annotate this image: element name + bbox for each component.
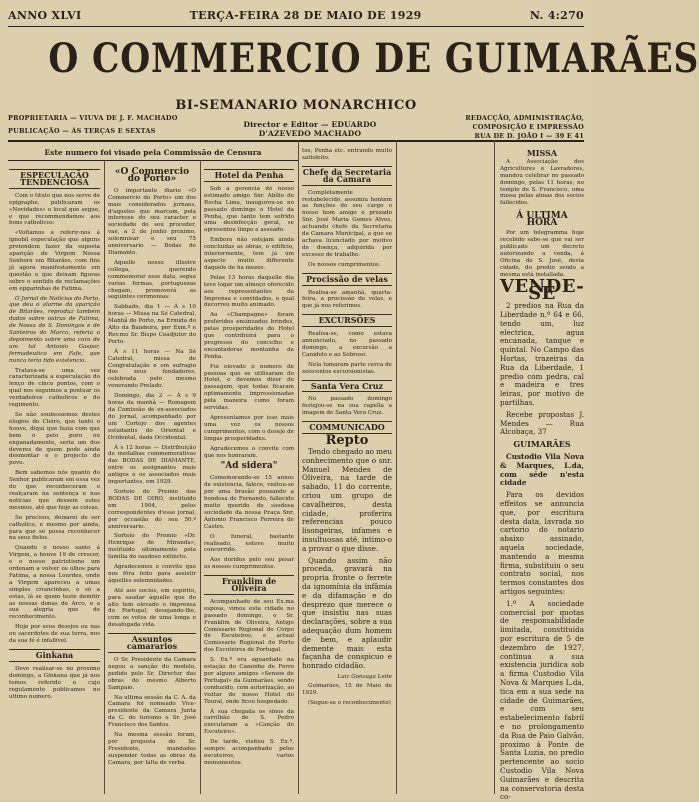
- article-heading: "Ad sidera": [220, 461, 278, 472]
- column-5: [500, 148, 585, 802]
- paragraph: Até aos socios, em espirito, para saudar áquelle que do alto tem elevado o imprensa do Portugal, desejando-lhe, com os votos de uma longa e desafogada vida.: [108, 587, 196, 629]
- paragraph: No passado domingo festejou-se na sua capella a imagem de Santa Vera Cruz.: [302, 396, 392, 417]
- paragraph: Sorteio do Premio «Dr. Henrique de Miranda», instituido ultimamente pela familia do saudoso extincto.: [108, 533, 196, 561]
- top-line: [8, 8, 584, 22]
- paragraph: O importante diario «O Commercio do Porto» um dos mais considerados jornaes, d'aqueles que marcam, pela interesse do seu caracter e sociedade do seu proceder, vae, a 2 de junho proximo, solemnisar o seu 75 anniversario — Bodas de Diamante.: [108, 187, 196, 256]
- column-rule: [104, 160, 105, 794]
- paragraph: S. Ex.ª era aguardado na estação do Caminho de Ferro por alguns amigos «Sensos de Portugal» da Guimarães, sendo conduzido, com autorização, ao visitar do nosso Hotel do Toural, onde ficou hospedado.: [204, 657, 294, 705]
- paragraph: Se não soubessemos destes elogios do Cleiro, que tanto o houve, diqui que fazia com que bem o pelo puro ou enganadamente, seria um dos deveres de quem pode ainda desmontar e o projecto do povo.: [9, 412, 100, 467]
- paragraph: Á s 12 horas — Distribuição de medalhas commemorativas das BODAS DE DIAMANTE, entre os assignantes mais antigos e os associados mais importantes, em 1929.: [108, 444, 196, 486]
- paragraph: Embora não estejam ainda concluidas as obras, o edificio, interiormente, tem já um aspecto muito differente daquele de ha mezes.: [204, 237, 294, 271]
- paragraph: Hoje por seus desejos ou nas ou sacerdotes de sua terra, nos da sua fé é infallivel.: [9, 624, 100, 645]
- article-heading: Á ULTIMA HORA: [516, 211, 568, 229]
- paragraph: Sorteio do Premio das BODAS DE OIRO, instituido em 1904, pelos correspondentes d'esse jornal, por occasião do seu 50.º anniversario.: [108, 488, 196, 530]
- paragraph: Realisa-se, como estava annunciado, no passado domingo, a excursão a Canidelo e ao Sobroso.: [302, 331, 392, 358]
- publisher-info: [8, 114, 178, 136]
- address-info: [420, 114, 584, 141]
- article-heading: Santa Vera Cruz: [302, 380, 392, 393]
- top-rule: [8, 26, 584, 27]
- column-rule: [298, 140, 299, 794]
- director-line: Director e Editor — EDUARDO D'AZEVEDO MACHADO: [243, 120, 377, 138]
- paragraph: Custodio Vila Nova & Marques, L.da, com séde n'esta cidade: [500, 452, 584, 488]
- masthead-rule: [8, 140, 584, 142]
- column-2: [108, 165, 196, 794]
- article-heading: MISSA: [526, 148, 558, 158]
- paragraph: Á sua chegada os sinos da carrilhão de S. Pedro executaram a «Canção do Escuteiro».: [204, 708, 294, 736]
- paragraph: Na ultima sessão da C. A. da Camara foi nomeado Vice-presidente da Camara Junta da C. do turismo o Sr. José Francisco dos Santos.: [108, 694, 196, 729]
- paragraph: Tendo chegado ao meu conhecimento que o snr. Manuel Mendes de Oliveira, na tarde de sabado, 11 do corrente, criou um grupo de cavalheiros, desta cidade, proferira referencias pouco lisongeiras, infames e insultuosas até, intimo-o a provar o que disse.: [302, 447, 392, 553]
- paragraph: Aos doridos pelo seu pesar os nossos cumprimentos.: [204, 557, 294, 571]
- for-sale-heading: VENDE-SE: [500, 276, 585, 305]
- issue-number: N. 4:270: [529, 8, 584, 22]
- paragraph: Bem sabemos nós quanto do Senhor publicaram em essa vez do que reconheceram e realçaram na sentença e nas noticias que dessem estes mesmos, até que hoje as coisas.: [9, 470, 100, 511]
- date-label: TERÇA-FEIRA 28 DE MAIO DE 1929: [189, 8, 422, 22]
- column-rule: [200, 160, 201, 794]
- paragraph: Com o titulo que nos serve de epigraphe, publicaram os «Novidades» o local que segue, e que recommendamos aos bons catholicos:: [9, 192, 100, 227]
- column-3: [204, 165, 294, 794]
- article-heading: EXCURSÕES: [302, 314, 392, 327]
- proprietor-line: PROPRIETARIA — VIUVA DE J. F. MACHADO: [8, 114, 178, 122]
- paragraph: 2 predios na Rua da Liberdade n.º 64 e 66, tendo um, luz electrica, agua encanada, tanque e quintal. No Campo das Hortas, trazeiras da Rua da Liberdade, 1 predio com pedra, cal e madeira e tres leiras, por motivo de partilhas.: [500, 301, 584, 407]
- censor-note: Este numero foi visado pela Commissão de Censura: [44, 148, 262, 157]
- paragraph: Se precisos, deixarei de ser catholico, e mesmo por ainda, para que se possa reconhecer na seus fielos.: [9, 514, 100, 542]
- paragraph: Comemorando-se 15 annos de existencia, falece, visitou-se por uma brasão pousando a bondosa de Fernando, fallecido muito querido de saudosa sociedade da nossa Praça Snr. Antonio Francisco Ferreira de Castro.: [204, 475, 294, 530]
- paragraph: Deve realisar-se no proximo domingo, a Ginkana que já nos temos referido e cujo regulamento publicamos no ultimo numero.: [9, 665, 100, 700]
- year-label: ANNO XLVI: [8, 8, 82, 22]
- article-heading: Procissão de velas: [302, 273, 392, 286]
- dateline: Guimarães, 15 de Maio de 1929.: [302, 682, 392, 696]
- column-4: [302, 148, 392, 794]
- paragraph: Aquelle nosso illustre collega, querendo commemorar esse data, segue varias formas, portuguezas chegam, promoverá as seguintes cerimonias:: [108, 259, 196, 301]
- censor-rule: [8, 160, 298, 161]
- article-heading: GUIMARÃES: [513, 439, 571, 450]
- paragraph: De tarde, visitou S. Ex.ª, sempre acompanhado pelos escuteiros, varios monumentos.: [204, 739, 294, 766]
- paragraph: Á s 11 horas — Na Sé Catedral, missa de Congratulação e em sufragio dos seus fundadores, celebrada pelo mesmo venerando Prelado.: [108, 348, 196, 390]
- publication-line: PUBLICAÇÃO — ÁS TERÇAS E SEXTAS: [8, 127, 156, 135]
- paragraph: Quando o nosso santo á Virgem, a houve 19 de crescer, e o nosso patriotismo um ordenam a volver os olhos para Fatima, a nossa Lourdes, onde a Virgem apareceu a umas simples criancinhas, e só a estas, lá se quem teste demitir as nossas donas de Arco, e a sua alegria que de reconhecimento.: [9, 545, 100, 621]
- paragraph: Tratava-se uma vez caracterizada a especulação do lenço de cinco pontos, com o qual nos seguimos a pontuar os verdadeiros catholicos e do regimento.: [9, 367, 100, 409]
- article-heading: ESPECULAÇÃO TENDENCIOSA: [9, 169, 100, 189]
- masthead-title: O COMMERCIO DE GUIMARÃES: [48, 35, 699, 82]
- column-rule: [396, 140, 397, 794]
- signature: Luiz Gonzaga Leite: [337, 673, 392, 680]
- column-rule: [494, 140, 495, 794]
- paragraph: Realisa-se amanhã, quarta-feira, a procissão de velas, e que já nos referimos.: [302, 289, 392, 310]
- street-line: RUA DE D. JOÃO I — 39 E 41: [474, 132, 584, 140]
- paragraph: A Associação dos Agricultores e Lavradores, mandou celebrar no passado domingo, pelas 11 horas, no templo de S. Francisco, uma missa pelas almas dos socios fallecidos.: [500, 158, 584, 207]
- repto-heading: Repto: [325, 433, 369, 449]
- paragraph: Nela tomaram parte cerca de seiscentos excursionistas.: [302, 361, 392, 375]
- paragraph: Sabbado, dia 1 — Á s 10 horas — Missa na Sé Catedral, Manhã do Porto, na Ermida do Alto da Bandeira, por Exm.º e Rev.mo Sr. Bispo Coadjutor do Porto.: [108, 304, 196, 345]
- paragraph: Recebe propostas J. Mendes — Rua Alcobaça, 37: [500, 409, 584, 437]
- column-1: [9, 165, 100, 794]
- paragraph: «Voltamos a referir-nos á ignobil especulação que alguns pretendem fazer da suposta aparição de Virgem Nossa Senhora em Bitarães, com fins já agora manifestamente em questão e que deixam figuras sobre o sentido de reclamações em epgarinhas de Fatima.: [9, 230, 100, 292]
- paragraph: Acompanhado de seu Ex.ma esposa, vimos esta cidade no passado domingo, o Sr. Franklim de Oliveira, Antigo Comissario Regional do Corpo de Escuteiros, e actual Comissario Regional do Porto dos Escuteiros de Portugal.: [204, 598, 294, 654]
- paragraph: Agradecemos o convite com que nos honraram.: [204, 445, 294, 459]
- article-heading: COMMUNICADO: [302, 421, 392, 434]
- paragraph: O Sr. Presidente da Camara negou a sanção do modelo, pedido pelo Sr. Director das obras do mesmo Alberto Sampaio.: [108, 657, 196, 691]
- masthead-subtitle: BI-SEMANARIO MONARCHICO: [175, 98, 417, 113]
- article-heading: Franklim de Oliveira: [204, 575, 294, 595]
- paragraph: Na mesma sessão foram, por proposta do Sr. Presidente, mandadas suspender todas as obras da Camara, por falta de verba.: [108, 732, 196, 766]
- footnote: (Segue-se o reconhecimento): [308, 699, 391, 706]
- article-heading: Hotel da Penha: [204, 169, 294, 182]
- paragraph: Agradecemos o convite que nos fôra feito para assistir áquelles solemnidades.: [108, 564, 196, 584]
- paragraph: Por um telegramma hoje recebido sabe-se que vai ser publicado um decreto autorizando a venda, á Oficina de S. José, desta cidade, do predio sendo a mesma está installada.: [500, 230, 584, 278]
- paragraph: Quando assim não proceda, gravará na propria fronte o ferrete da ignomínia da infâmia e da difamação e do desprezo que merece o que insistiu nas suas declarações, sobre a sua adequação dum homem de bem, e aplaudir demente mais esta façanha de conspicuo e honrado cidadão.: [302, 555, 392, 671]
- paragraph: Domingo, dia 2 — Á s 9 horas da manhã — Romagem da Comissão de ex-associados do jornal, acompanhado por um Cortejo dos agentes estudantis do Oriental e Ocidental, dada Occidental.: [108, 393, 196, 441]
- paragraph: Sob a gerencia do nosso estimado amigo Snr. Abílio de Rocha Lima, inaugurou-se no passado domingo o Hotel da Penha, que tanto tem sofrido uma desinfecção geral, se apresentou limpo e asseado.: [204, 185, 294, 234]
- office-line: REDACÇÃO, ADMINISTRAÇÃO, COMPOSIÇÃO E IMPRESSÃO: [465, 114, 584, 131]
- paragraph: Apresentamos por isso mais uma vez os nossos cumprimentos, com o desejo de longas prosperidades.: [204, 415, 294, 442]
- article-heading: Ginkana: [9, 649, 100, 662]
- paragraph: Os nossos cumprimentos.: [308, 261, 381, 268]
- article-heading: Chefe da Secretaria da Camara: [302, 166, 392, 184]
- paragraph: Foi elevado o numero de pessoas que se utilisaram do Hotel, e devemos dizer de passagem, que todas ficaram optimamente impressionadas pela maneira como foram servidas.: [204, 363, 294, 412]
- article-heading: Assuntos camararios: [108, 633, 196, 653]
- paragraph: 1.º A sociedade comercial por quotas de responsabilidade limitada, constituida por escritura de 5 de dezembro de 1927, continua a sua existencia juridica sob a firma Custodio Vila Nova & Marques L.da, tica em a sua sede na cidade de Guimarães, e com seu estabelecimento fabril e no prolongamento da Rua de Paio Galvão, proximo á Ponte de Santa Luzia, no predio pertencente ao socio Custodio Vila Nova Guimarães e descrita na conservatoria desta co-: [500, 598, 584, 802]
- paragraph: tos, Penha etc. entrando muito satisfeito.: [302, 148, 392, 161]
- paragraph: O Jornal de Noticias do Porto, que deu o alarme da aparição de Bitarães, reproduz também dados sobre outras de Fatima, de Nossa de S. Domingos e de Santeiros do Marco, referiu o depoimento sobre uma cura de um tal Antonio Gaspar, fermadeutico em Fafe, que nunca teria tido existencia.: [9, 295, 100, 364]
- paragraph: Pelas 13 horas daquelle dia teve logar um almoço oferecido aos representantes da Imprensa e convidados, o qual decorreu muito animado.: [204, 274, 294, 309]
- paragraph: Ao «Champagne» foram proferidos ensinoados brindes, pelas prosperidades do Hotel que contribuirá para o progresso do concelho e encantadoras montanha da Penha.: [204, 312, 294, 360]
- paragraph: Para os devidos effeitos se annuncia que, por escritura desta data, lavrada no cartorio do notario abaixo assinado, aquela sociedade, mantendo a mesma firma, substituiu o seu contrato social, nos termos constantes dos artigos seguintes:: [500, 490, 584, 597]
- article-heading: «O Commercio do Porto»: [114, 167, 190, 184]
- paragraph: Completamente restabelecido, assumiu hontem as funções do seu cargo o nosso bom amigo e prezado Snr. José Maria Gomes Alves, actuando chefe da Secretaria da Camara Municipal, a que se achava licenciado por motivo de doença, adquirida por excesso de trabalho.: [302, 189, 392, 258]
- paragraph: O funeral, bastante realisado, esteve muito concorrido.: [204, 533, 294, 554]
